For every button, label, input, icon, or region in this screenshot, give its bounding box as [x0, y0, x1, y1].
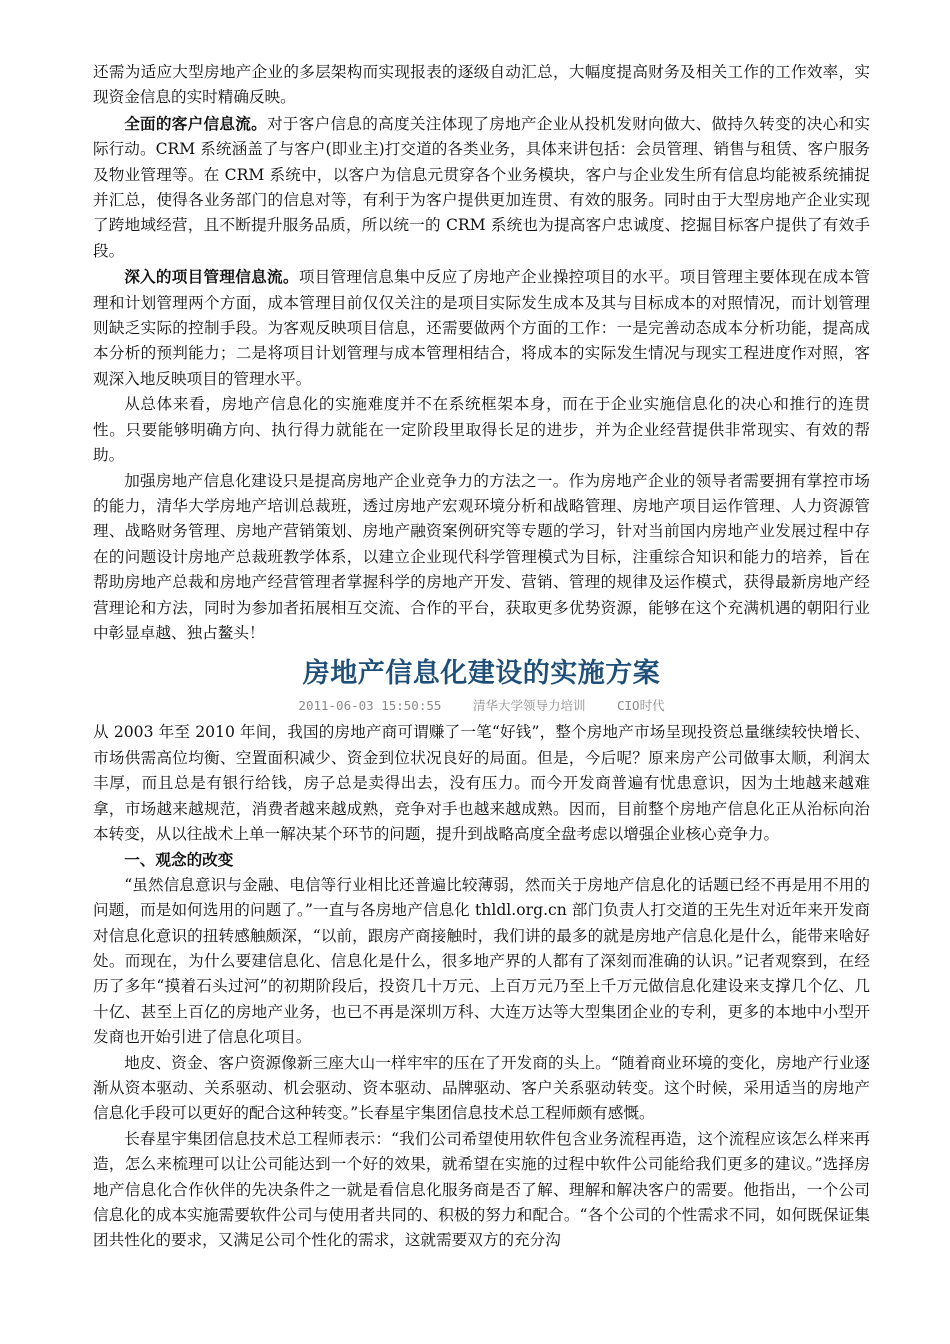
paragraph-overall-view [93, 392, 870, 468]
paragraph-text: 还需为适应大型房地产企业的多层架构而实现报表的逐级自动汇总，大幅度提高财务及相关工作的工作效率，实现资金信息的实时精确反映。 [93, 63, 870, 107]
article-paragraph: 地皮、资金、客户资源像新三座大山一样牢牢的压在了开发商的头上。“随着商业环境的变化，房地产行业逐渐从资本驱动、关系驱动、机会驱动、资本驱动、品牌驱动、客户关系驱动转变。这个时候，采用适当的房地产信息化手段可以更好的配合这种转变。”长春星宇集团信息技术总工程师颇有感慨。 [93, 1053, 870, 1123]
paragraph-customer-info-flow [93, 111, 870, 264]
article-meta [93, 694, 870, 718]
article-source: 清华大学领导力培训 [472, 698, 586, 714]
paragraph-text: 从总体来看，房地产信息化的实施难度并不在系统框架本身，而在于企业实施信息化的决心和推行的连贯性。只要能够明确方向、执行得力就能在一定阶段里取得长足的进步，并为企业经营提供非常现实、有效的帮助。 [93, 395, 870, 465]
paragraph-text: 项目管理信息集中反应了房地产企业操控项目的水平。项目管理主要体现在成本管理和计划管理两个方面，成本管理目前仅仅关注的是项目实际发生成本及其与目标成本的对照情况，而计划管理则缺乏实际的控制手段。为客观反映项目信息，还需要做两个方面的工作：一是完善动态成本分析功能，提高成本分析的预判能力；二是将项目计划管理与成本管理相结合，将成本的实际发生情况与现实工程进度作对照，客观深入地反映项目的管理水平。 [93, 268, 870, 388]
article-paragraph: 长春星宇集团信息技术总工程师表示：“我们公司希望使用软件包含业务流程再造，这个流程应该怎么样来再造，怎么来梳理可以让公司能达到一个好的效果，就希望在实施的过程中软件公司能给我们更多的建议。”选择房地产信息化合作伙伴的先决条件之一就是看信息化服务商是否了解、理解和解决客户的需要。他指出，一个公司信息化的成本实施需要软件公司与使用者共同的、积极的努力和配合。“各个公司的个性需求不同，如何既保证集团共性化的要求，又满足公司个性化的需求，这就需要双方的充分沟 [93, 1129, 870, 1250]
paragraph-lead: 深入的项目管理信息流。 [124, 267, 299, 287]
article-tag: CIO时代 [617, 698, 665, 714]
paragraph-project-info-flow [93, 264, 870, 392]
article-paragraph: “虽然信息意识与金融、电信等行业相比还普遍比较薄弱，然而关于房地产信息化的话题已经不再是用不用的问题，而是如何选用的问题了。”一直与各房地产信息化 thldl.org.cn 部门负责人打交道的王先生对近年来开发商对信息化意识的扭转感触颇深，“以前，跟房产商接触时，我们讲的最多的就是房地产信息化是什么，能带来啥好处。而现在，为什么要建信息化、信息化是什么，很多地产界的人都有了深刻而准确的认识。”记者观察到，在经历了多年“摸着石头过河”的初期阶段后，投资几十万元、上百万元乃至上千万元做信息化建设来支撑几个亿、几十亿、甚至上百亿的房地产业务，也已不再是深圳万科、大连万达等大型集团企业的专利，更多的本地中小型开发商也开始引进了信息化项目。 [93, 875, 870, 1047]
article-date: 2011-06-03 15:50:55 [298, 698, 442, 714]
paragraph-report-summary [93, 60, 870, 111]
paragraph-training-program [93, 469, 870, 647]
paragraph-text: 加强房地产信息化建设只是提高房地产企业竞争力的方法之一。作为房地产企业的领导者需要拥有掌控市场的能力，清华大学房地产培训总裁班，透过房地产宏观环境分析和战略管理、房地产项目运作管理、人力资源管理、战略财务管理、房地产营销策划、房地产融资案例研究等专题的学习，针对当前国内房地产业发展过程中存在的问题设计房地产总裁班教学体系，以建立企业现代科学管理模式为目标，注重综合知识和能力的培养，旨在帮助房地产总裁和房地产经营管理者掌握科学的房地产开发、营销、管理的规律及运作模式，获得最新房地产经营理论和方法，同时为参加者拓展相互交流、合作的平台，获取更多优势资源，能够在这个充满机遇的朝阳行业中彰显卓越、独占鳌头！ [93, 471, 870, 642]
paragraph-lead: 全面的客户信息流。 [124, 113, 268, 133]
paragraph-text: 对于客户信息的高度关注体现了房地产企业从投机发财向做大、做持久转变的决心和实际行动。CRM 系统涵盖了与客户(即业主)打交道的各类业务，具体来讲包括：会员管理、销售与租赁、客户服务及物业管理等。在 CRM 系统中，以客户为信息元贯穿各个业务模块，客户与企业发生所有信息均能被系统捕捉并汇总，使得各业务部门的信息对等，有利于为客户提供更加连贯、有效的服务。同时由于大型房地产企业实现了跨地域经营，且不断提升服务品质，所以统一的 CRM 系统也为提高客户忠诚度、挖掘目标客户提供了有效手段。 [93, 114, 870, 260]
article-intro: 从 2003 年至 2010 年间，我国的房地产商可谓赚了一笔“好钱”，整个房地产市场呈现投资总量继续较快增长、市场供需高位均衡、空置面积减少、资金到位状况良好的局面。但是，今后呢？原来房产公司做事太顺，利润太丰厚，而且总是有银行给钱，房子总是卖得出去，没有压力。而今开发商普遍有忧患意识，因为土地越来越难拿，市场越来越规范，消费者越来越成熟，竞争对手也越来越成熟。因而，目前整个房地产信息化正从治标向治本转变，从以往战术上单一解决某个环节的问题，提升到战略高度全盘考虑以增强企业核心竞争力。 [93, 723, 870, 843]
article-title: 房地产信息化建设的实施方案 [302, 658, 661, 690]
section-heading: 一、观念的改变 [124, 850, 234, 870]
